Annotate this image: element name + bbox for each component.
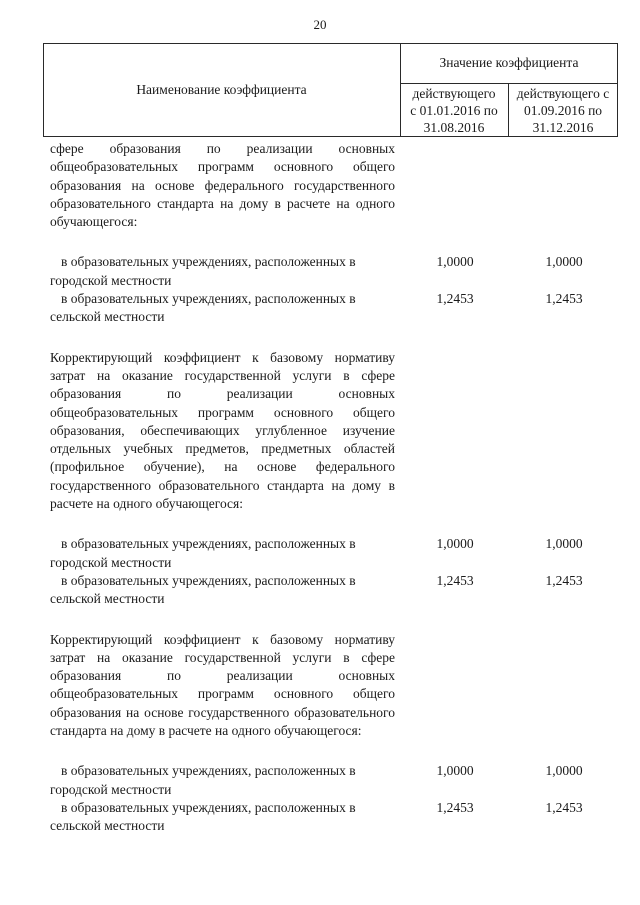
coefficient-row (50, 535, 620, 572)
coefficient-row (50, 799, 620, 836)
coefficient-row (50, 253, 620, 290)
row-value-1: 1,2453 (436, 799, 474, 815)
section-description: Корректирующий коэффициент к базовому нормативу затрат на оказание государственной услуги в сфере образования по реализации основных общеобразовательных программ основного общего образования на основе государственного образовательного стандарта на дому в расчете на одного обучающегося: (50, 631, 395, 739)
header-period-2: действующего с 01.09.2016 по 31.12.2016 (516, 85, 610, 135)
row-label: в образовательных учреждениях, расположенных в сельской местности (50, 572, 356, 607)
row-label: в образовательных учреждениях, расположенных в городской местности (50, 536, 356, 570)
header-value-group: Значение коэффициента (439, 55, 579, 70)
row-value-2: 1,0000 (545, 536, 583, 552)
row-label: в образовательных учреждениях, расположенных в сельской местности (50, 799, 356, 834)
row-value-2: 1,2453 (545, 572, 583, 588)
section-description: сфере образования по реализации основных общеобразовательных программ основного общего образования на основе федерального государственного образовательного стандарта на дому в расчете на одного обучающегося: (50, 141, 395, 230)
coefficient-row (50, 762, 620, 799)
coefficient-row (50, 572, 620, 609)
row-value-2: 1,0000 (545, 763, 583, 779)
coefficient-list (50, 140, 620, 836)
row-label: в образовательных учреждениях, расположенных в сельской местности (50, 291, 356, 325)
coefficient-row (50, 290, 620, 327)
header-name-column: Наименование коэффициента (136, 82, 307, 97)
row-value-2: 1,2453 (545, 799, 583, 815)
row-value-1: 1,0000 (436, 763, 474, 779)
page-number: 20 (313, 17, 327, 32)
row-value-2: 1,2453 (545, 291, 583, 307)
row-value-2: 1,0000 (545, 254, 583, 270)
row-value-1: 1,0000 (436, 254, 474, 270)
row-value-1: 1,0000 (436, 536, 474, 552)
row-value-1: 1,2453 (436, 572, 474, 588)
section-description: Корректирующий коэффициент к базовому нормативу затрат на оказание государственной услуги в сфере образования по реализации основных общеобразовательных программ основного общего образования, обеспечивающих углубленное изучение отдельных учебных предметов, предметных областей (профильное обучение), на основе федерального государственного образовательного стандарта на дому в расчете на одного обучающегося: (50, 349, 395, 512)
header-period-1: действующего с 01.01.2016 по 31.08.2016 (410, 85, 498, 135)
row-label: в образовательных учреждениях, расположенных в городской местности (50, 763, 356, 797)
row-label: в образовательных учреждениях, расположенных в городской местности (50, 254, 356, 288)
row-value-1: 1,2453 (436, 291, 474, 307)
table-header (43, 43, 618, 137)
